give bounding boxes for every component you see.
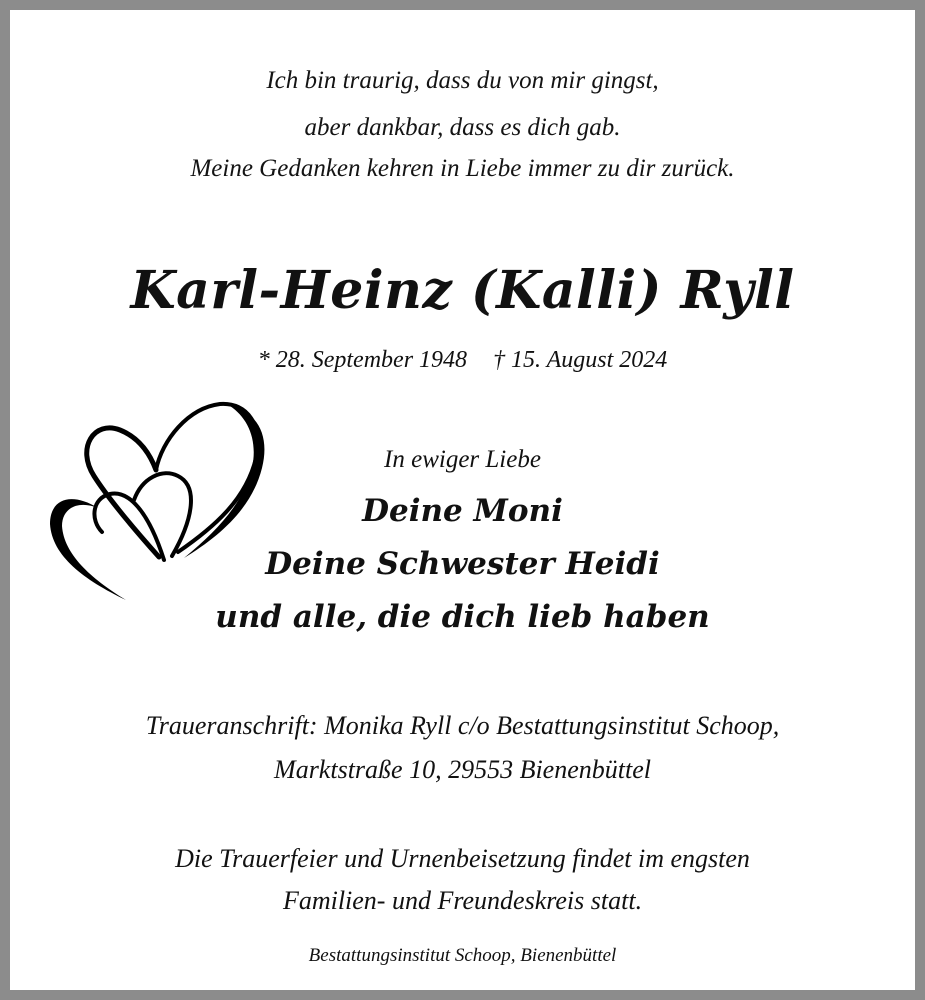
deceased-name: Karl-Heinz (Kalli) Ryll [130,260,795,321]
birth-date: * 28. September 1948 [257,347,468,373]
verse-line-3: Meine Gedanken kehren in Liebe immer zu dir zurück. [190,155,735,182]
address-line-2: Marktstraße 10, 29553 Bienenbüttel [274,755,651,784]
life-dates [10,347,915,374]
mourner-all: und alle, die dich lieb haben [215,599,710,635]
mourner-moni: Deine Moni [362,493,563,529]
ceremony-line-2: Familien- und Freundeskreis statt. [282,886,643,915]
mourner-heidi: Deine Schwester Heidi [265,546,660,582]
verse-line-2: aber dankbar, dass es dich gab. [304,114,621,141]
mourners-intro: In ewiger Liebe [384,446,541,473]
address-line-1: Traueranschrift: Monika Ryll c/o Bestattungsinstitut Schoop, [145,711,780,740]
verse-line-1: Ich bin traurig, dass du von mir gingst, [266,67,659,94]
death-date: † 15. August 2024 [493,347,668,373]
ceremony-line-1: Die Trauerfeier und Urnenbeisetzung findet im engsten [175,844,750,873]
undertaker-footer: Bestattungsinstitut Schoop, Bienenbüttel [308,945,617,966]
